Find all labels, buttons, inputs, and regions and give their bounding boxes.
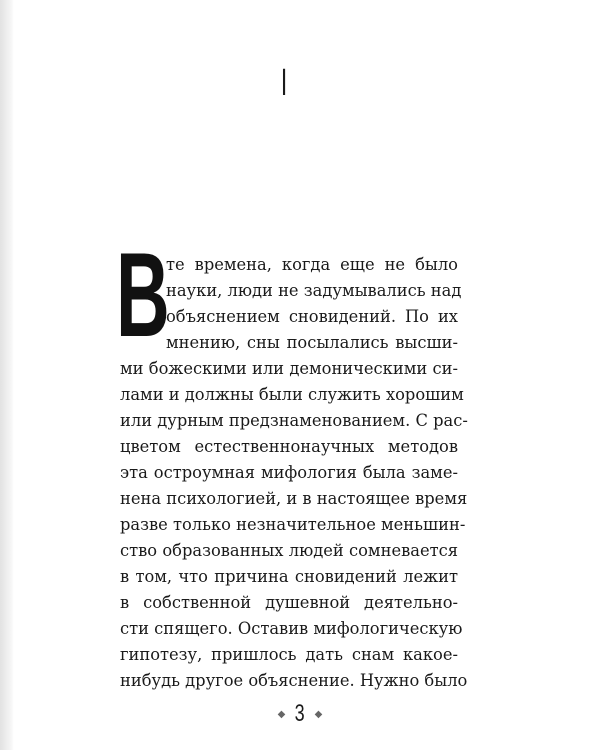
ornament-right-icon: ◆ <box>314 709 323 721</box>
text-line: в том, что причина сновидений лежит <box>120 567 458 586</box>
text-line: лами и должны были служить хорошим <box>120 385 464 404</box>
text-line: или дурным предзнаменованием. С рас- <box>120 411 468 430</box>
text-line: гипотезу, пришлось дать снам какое- <box>120 645 458 664</box>
text-line: нена психологией, и в настоящее время <box>120 489 468 508</box>
text-line: объяснением сновидений. По их <box>166 307 458 326</box>
page-footer <box>0 700 600 728</box>
text-line: ство образованных людей сомневается <box>120 541 458 560</box>
text-line: те времена, когда еще не было <box>166 255 458 274</box>
text-line: разве только незначительное меньшин- <box>120 515 466 534</box>
text-line: эта остроумная мифология была заме- <box>120 463 458 482</box>
page-edge-shadow <box>0 0 14 750</box>
page-number: 3 <box>294 700 306 727</box>
text-line: цветом естественнонаучных методов <box>120 437 458 456</box>
text-line: ми божескими или демоническими си- <box>120 359 458 378</box>
drop-cap: В <box>116 228 170 362</box>
text-line: сти спящего. Оставив мифологическую <box>120 619 463 638</box>
ornament-left-icon: ◆ <box>277 709 286 721</box>
text-line: мнению, сны посылались высши- <box>166 333 458 352</box>
text-line: в собственной душевной деятельно- <box>120 593 458 612</box>
text-line: науки, люди не задумывались над <box>166 281 462 300</box>
text-line: нибудь другое объяснение. Нужно было <box>120 671 468 690</box>
chapter-number: I <box>280 62 288 104</box>
